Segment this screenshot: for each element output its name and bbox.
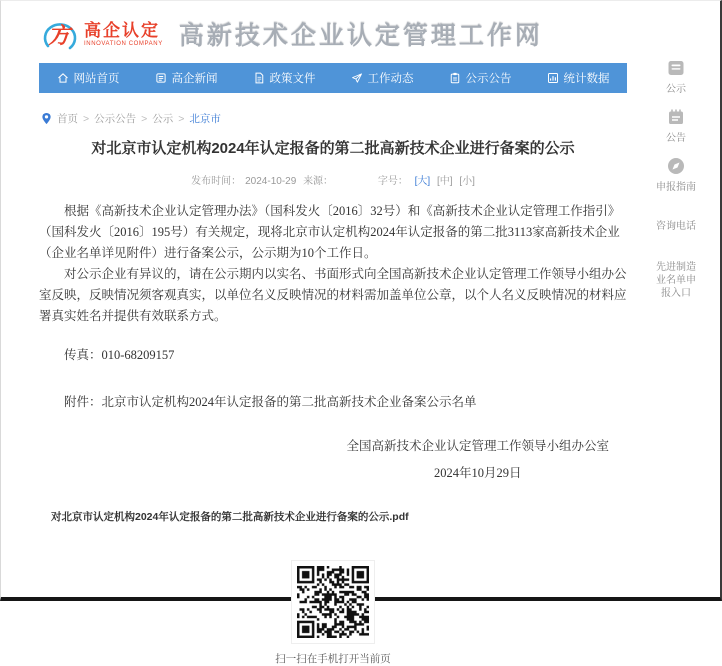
sidebar-item-shenbao-guide[interactable] <box>641 156 711 194</box>
nav-label: 工作动态 <box>367 73 414 85</box>
nav-label: 政策文件 <box>269 73 316 85</box>
source-label: 来源： <box>303 176 334 187</box>
sidebar-item-gonggao[interactable] <box>641 107 711 145</box>
attachment-line: 附件：北京市认定机构2024年认定报备的第二批高新技术企业备案公示名单 <box>64 395 477 409</box>
home-icon <box>57 72 69 84</box>
main-nav <box>39 63 627 93</box>
sidebar-label: 公示 <box>666 84 686 95</box>
nav-label: 网站首页 <box>73 73 120 85</box>
sidebar-label: 申报指南 <box>656 182 696 193</box>
nav-label: 统计数据 <box>563 73 610 85</box>
breadcrumb-current-beijing: 北京市 <box>189 113 221 125</box>
fontsize-medium-button[interactable]: [中] <box>436 176 453 187</box>
breadcrumb-home[interactable]: 首页 <box>57 113 78 125</box>
nav-item-updates[interactable] <box>333 63 431 93</box>
sidebar-item-gongshi[interactable] <box>641 58 711 96</box>
nav-item-home[interactable] <box>39 63 137 93</box>
fax-line: 传真：010-68209157 <box>64 348 175 362</box>
sidebar-item-consult-phone[interactable] <box>641 220 711 233</box>
site-title: 高新技术企业认定管理工作网 <box>178 22 543 50</box>
fontsize-label: 字号： <box>377 176 408 187</box>
signature-org: 全国高新技术企业认定管理工作领导小组办公室 <box>346 439 609 453</box>
clipboard-icon <box>449 72 461 84</box>
qr-frame <box>291 560 375 644</box>
qr-caption: 扫一扫在手机打开当前页 <box>275 653 391 665</box>
qr-code <box>297 566 369 638</box>
quick-links-sidebar <box>641 58 711 311</box>
fontsize-large-button[interactable]: [大] <box>414 176 431 187</box>
signature-block <box>39 433 627 487</box>
sidebar-label: 公告 <box>666 133 686 144</box>
site-header <box>39 10 543 58</box>
qr-section <box>39 560 627 666</box>
nav-item-news[interactable] <box>137 63 235 93</box>
pdf-attachment-link[interactable]: 对北京市认定机构2024年认定报备的第二批高新技术企业进行备案的公示.pdf <box>51 511 409 523</box>
paragraph-basis: 根据《高新技术企业认定管理办法》（国科发火〔2016〕32号）和《高新技术企业认定管理工作指引》（国科发火〔2016〕195号）有关规定，现将北京市认定机构2024年认定报备的第二批3113家高新技术企业（企业名单详见附件）进行备案公示，公示期为10个工作日。 <box>39 204 621 260</box>
breadcrumb-announcements[interactable]: 公示公告 <box>94 113 137 125</box>
article <box>39 129 627 666</box>
breadcrumb-separator: > <box>141 112 148 125</box>
sidebar-label: 咨询电话 <box>656 221 696 232</box>
site-logo[interactable] <box>39 14 163 54</box>
nav-item-announcements[interactable] <box>431 63 529 93</box>
nav-item-statistics[interactable] <box>529 63 627 93</box>
breadcrumb-separator: > <box>178 112 185 125</box>
guide-icon <box>666 156 686 176</box>
sidebar-label: 先进制造业名单申报入口 <box>656 262 696 299</box>
bulletin-icon <box>666 58 686 78</box>
article-meta <box>39 172 627 187</box>
svg-text:方: 方 <box>47 23 71 48</box>
sidebar-item-advanced-manufacturing-entry[interactable] <box>641 259 711 300</box>
news-icon <box>155 72 167 84</box>
document-icon <box>253 72 265 84</box>
breadcrumb-separator: > <box>83 112 90 125</box>
chart-icon <box>547 72 559 84</box>
nav-label: 高企新闻 <box>171 73 218 85</box>
logo-subtitle: INNOVATION COMPANY <box>84 40 163 47</box>
publish-date: 2024-10-29 <box>245 176 297 187</box>
notice-icon <box>666 107 686 127</box>
article-title: 对北京市认定机构2024年认定报备的第二批高新技术企业进行备案的公示 <box>91 140 575 157</box>
paragraph-objection: 对公示企业有异议的，请在公示期内以实名、书面形式向全国高新技术企业认定管理工作领导小组办公室反映，反映情况须客观真实，以单位名义反映情况的材料需加盖单位公章，以个人名义反映情况的材料应署真实姓名并提供有效联系方式。 <box>39 267 627 323</box>
breadcrumb <box>41 111 221 126</box>
logo-name: 高企认定 <box>84 20 160 40</box>
breadcrumb-public-notice[interactable]: 公示 <box>152 113 174 125</box>
location-pin-icon <box>41 112 52 125</box>
fontsize-small-button[interactable]: [小] <box>459 176 475 187</box>
send-icon <box>351 72 363 84</box>
publish-time-label: 发布时间： <box>191 176 242 187</box>
article-body <box>39 201 627 487</box>
logo-text <box>84 21 163 48</box>
logo-mark-icon <box>39 14 79 54</box>
nav-label: 公示公告 <box>465 73 512 85</box>
signature-date: 2024年10月29日 <box>433 466 522 480</box>
nav-item-policy[interactable] <box>235 63 333 93</box>
